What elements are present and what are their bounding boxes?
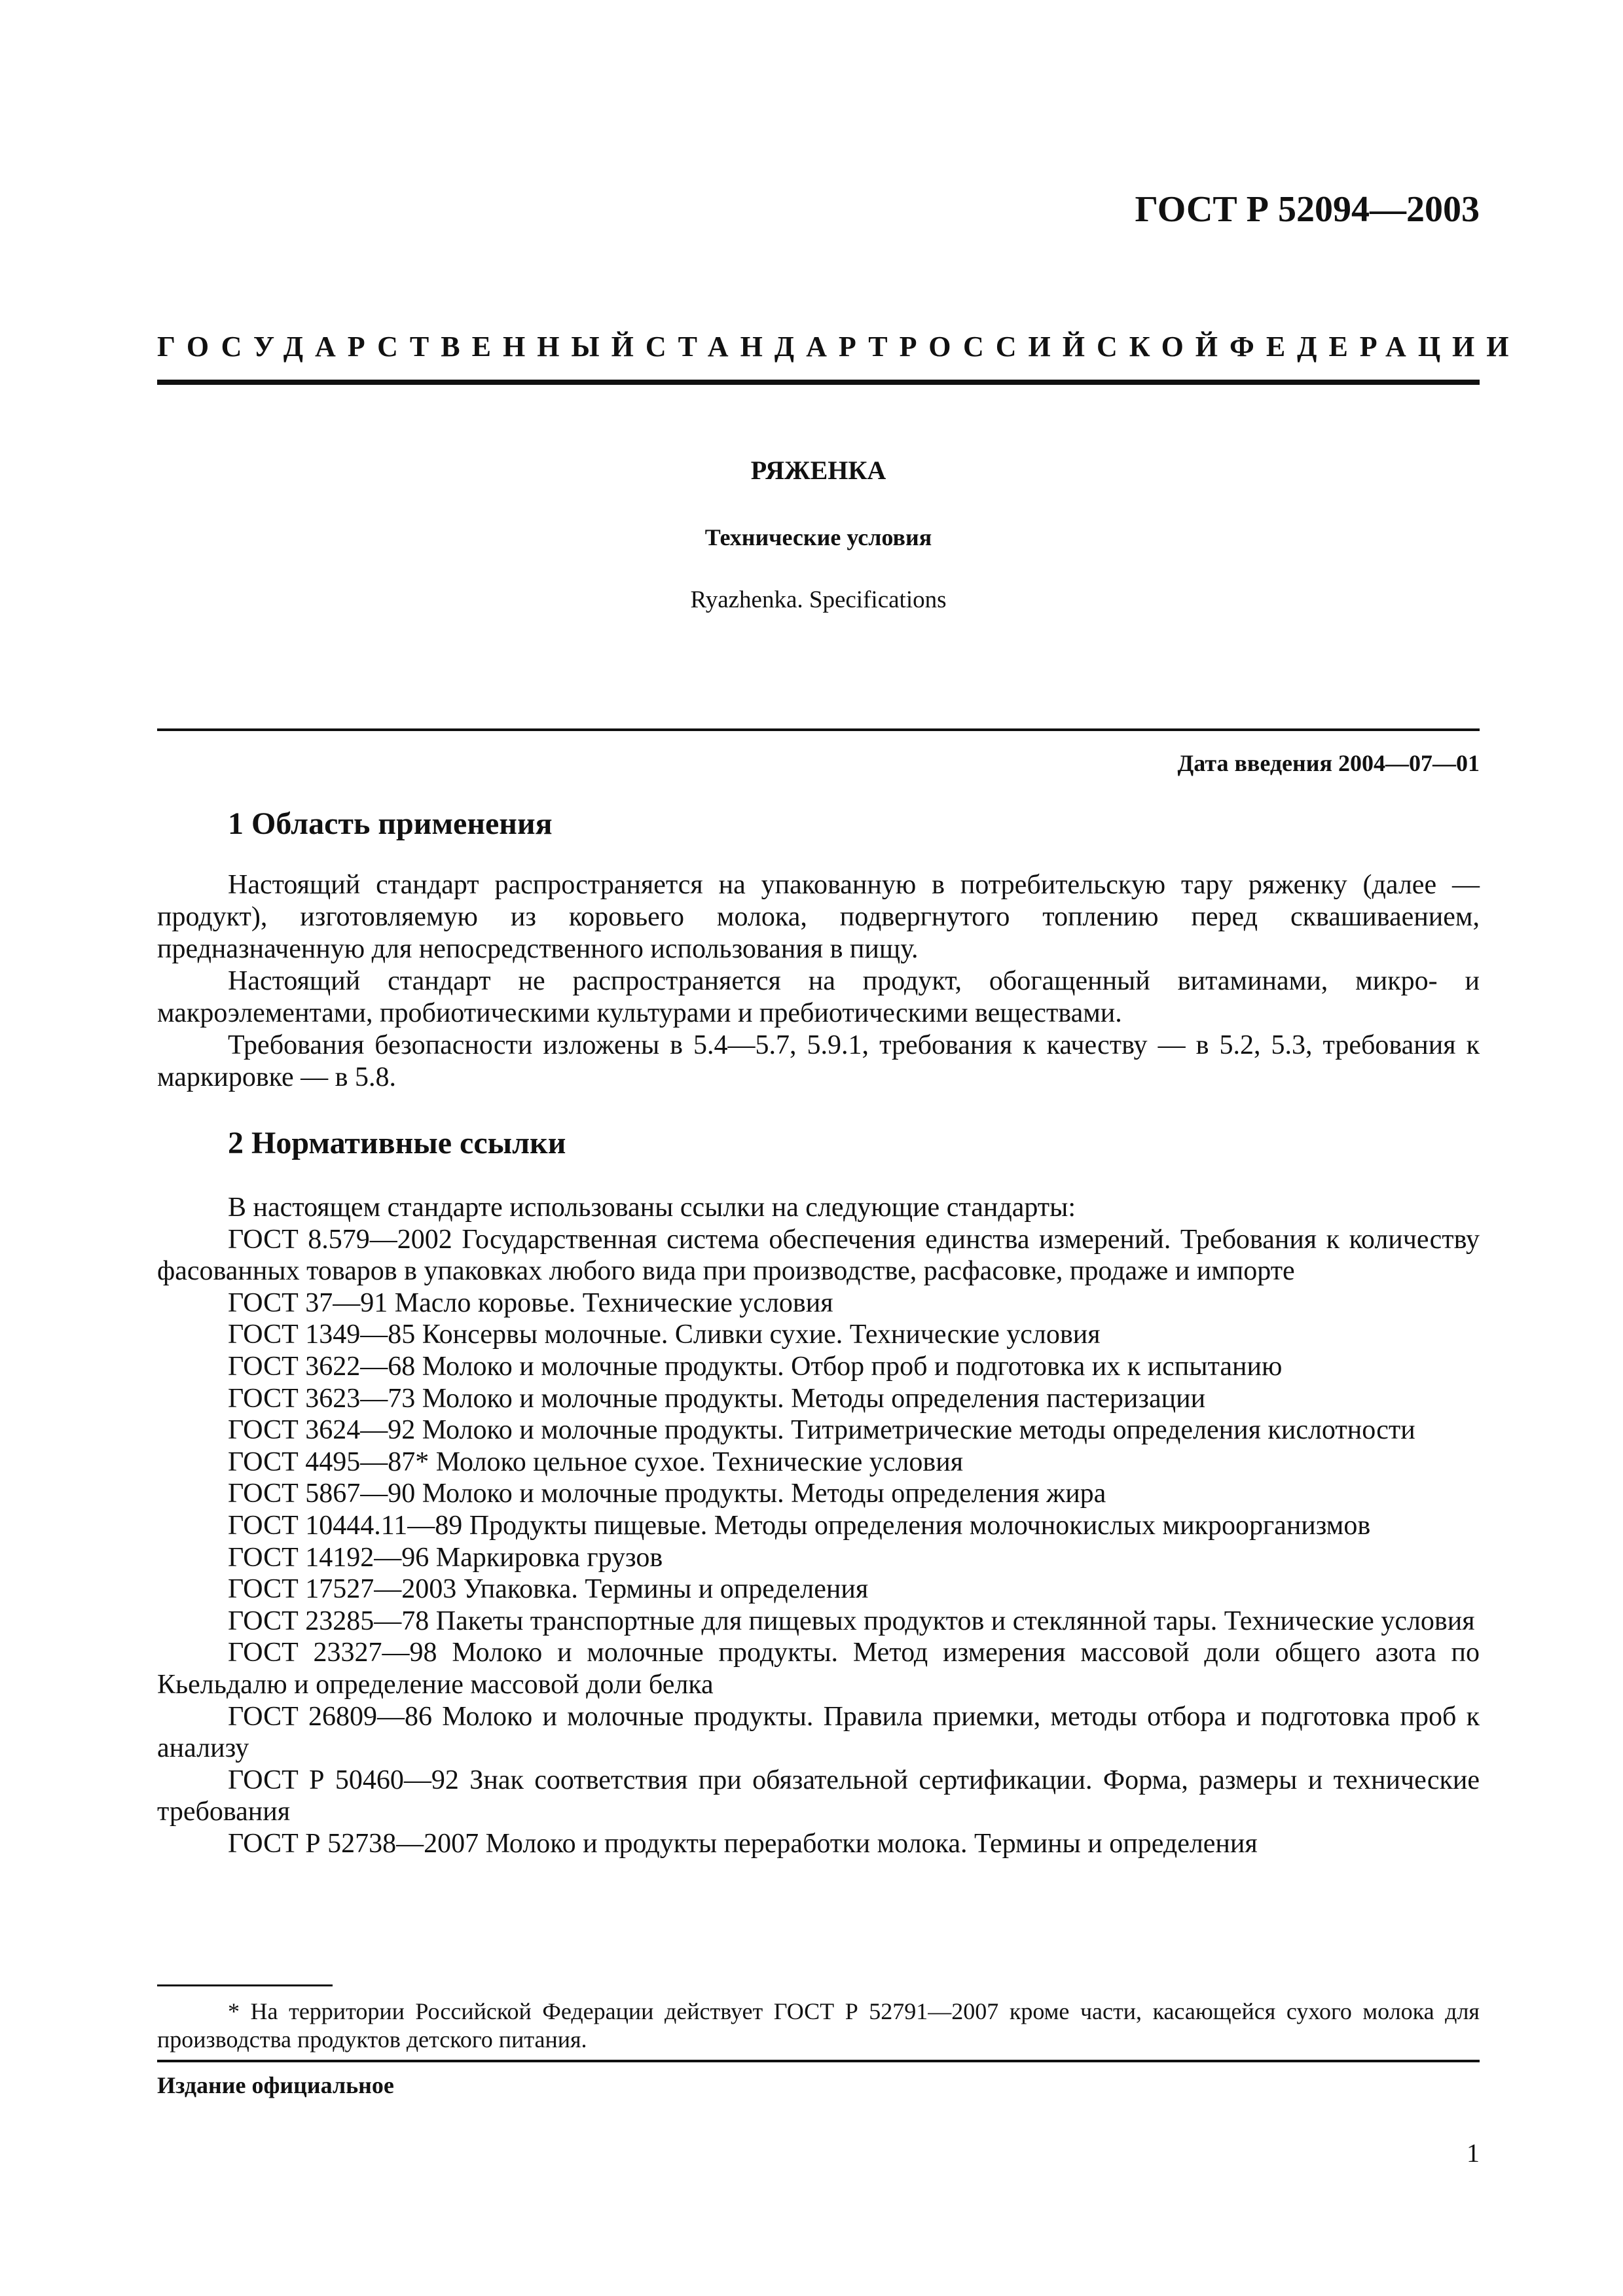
reference-item: ГОСТ 1349—85 Консервы молочные. Сливки сухие. Технические условия <box>228 1319 1101 1350</box>
banner-word: ФЕДЕРАЦИИ <box>1230 331 1521 363</box>
edition-label: Издание официальное <box>157 2072 394 2098</box>
footnote-text: * На территории Российской Федерации действует ГОСТ Р 52791—2007 кроме части, касающейся сухого молока для производства продуктов детского питания. <box>157 1998 1480 2053</box>
reference-item: ГОСТ Р 52738—2007 Молоко и продукты переработки молока. Термины и определения <box>228 1828 1258 1859</box>
english-title: Ryazhenka. Specifications <box>690 586 947 613</box>
footnote-divider <box>157 1984 333 1986</box>
paragraph: Настоящий стандарт не распространяется на продукт, обогащенный витаминами, микро- и макроэлементами, пробиотическими культурами и пребиотическими веществами. <box>157 966 1480 1028</box>
reference-item: ГОСТ Р 50460—92 Знак соответствия при обязательной сертификации. Форма, размеры и технические требования <box>157 1765 1480 1827</box>
footer-divider <box>157 2060 1480 2062</box>
title-divider <box>157 728 1480 731</box>
banner-word: ГОСУДАРСТВЕННЫЙ <box>157 331 646 363</box>
reference-item: ГОСТ 8.579—2002 Государственная система обеспечения единства измерений. Требования к количеству фасованных товаров в упаковках любого вида при производстве, расфасовке, продаже и импорте <box>157 1224 1480 1287</box>
reference-item: ГОСТ 23285—78 Пакеты транспортные для пищевых продуктов и стеклянной тары. Технические условия <box>228 1605 1475 1636</box>
reference-item: ГОСТ 3623—73 Молоко и молочные продукты. Методы определения пастеризации <box>228 1383 1206 1414</box>
paragraph: Настоящий стандарт распространяется на упакованную в потребительскую тару ряженку (далее — продукт), изготовляемую из коровьего молока, подвергнутого топлению перед сквашиваением, предназначенную для непосредственного использования в пищу. <box>157 870 1480 964</box>
introduction-date: Дата введения 2004—07—01 <box>1177 750 1480 776</box>
reference-item: ГОСТ 10444.11—89 Продукты пищевые. Методы определения молочнокислых микроорганизмов <box>228 1510 1371 1541</box>
reference-item: ГОСТ 3624—92 Молоко и молочные продукты. Титриметрические методы определения кислотности <box>228 1415 1415 1446</box>
reference-item: ГОСТ 23327—98 Молоко и молочные продукты. Метод измерения массовой доли общего азота по Кьельдалю и определение массовой доли белка <box>157 1638 1480 1700</box>
paragraph: Требования безопасности изложены в 5.4—5.7, 5.9.1, требования к качеству — в 5.2, 5.3, требования к маркировке — в 5.8. <box>157 1030 1480 1092</box>
references-intro: В настоящем стандарте использованы ссылки на следующие стандарты: <box>228 1193 1076 1223</box>
banner-word: РОССИЙСКОЙ <box>899 331 1230 363</box>
gost-code: ГОСТ Р 52094—2003 <box>1135 189 1480 230</box>
reference-item: ГОСТ 3622—68 Молоко и молочные продукты. Отбор проб и подготовка их к испытанию <box>228 1351 1283 1382</box>
document-title: РЯЖЕНКА <box>750 456 886 485</box>
reference-item: ГОСТ 26809—86 Молоко и молочные продукты. Правила приемки, методы отбора и подготовка проб к анализу <box>157 1701 1480 1764</box>
section-heading-scope: 1 Область применения <box>228 806 553 841</box>
state-standard-banner <box>157 331 1521 363</box>
reference-item: ГОСТ 37—91 Масло коровье. Технические условия <box>228 1287 833 1318</box>
reference-item: ГОСТ 14192—96 Маркировка грузов <box>228 1542 663 1573</box>
references-list <box>157 1192 1480 1859</box>
reference-item: ГОСТ 4495—87* Молоко цельное сухое. Технические условия <box>228 1446 964 1477</box>
reference-item: ГОСТ 17527—2003 Упаковка. Термины и определения <box>228 1574 869 1605</box>
reference-item: ГОСТ 5867—90 Молоко и молочные продукты. Методы определения жира <box>228 1479 1106 1509</box>
page-number: 1 <box>1467 2138 1480 2168</box>
scope-text <box>157 869 1480 1094</box>
header-divider <box>157 380 1480 385</box>
footnote <box>157 1998 1480 2054</box>
banner-word: СТАНДАРТ <box>645 331 900 363</box>
section-heading-references: 2 Нормативные ссылки <box>228 1126 566 1160</box>
document-subtitle: Технические условия <box>704 524 932 550</box>
